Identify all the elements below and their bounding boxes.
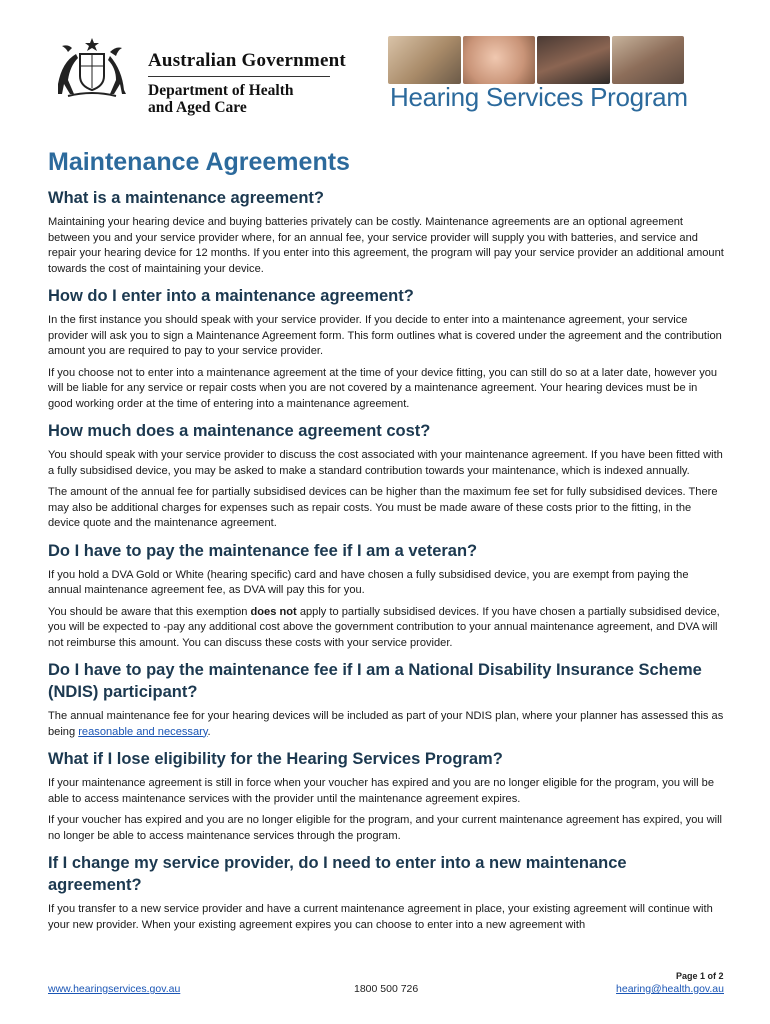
paragraph-text: apply to partially subsidised devices. If you have chosen a partially subsidised device, you will be expected to -pay any additional cost above the government contribution to your annual maintenance agreement, and DVA will not reimburse this amount. You can discuss these costs with your service provider. xyxy=(48,605,720,649)
section-paragraph: Maintaining your hearing device and buying batteries privately can be costly. Maintenance agreements are an optional agreement between you and your service provider where, for an annual fee, your service provider will supply you with batteries, and service and repair your hearing device for 12 months. If you enter into this agreement, the program will pay your service provider an additional amount towards the cost of maintaining your device. xyxy=(48,216,724,275)
page-title: Maintenance Agreements xyxy=(48,148,350,176)
section-paragraph: If your maintenance agreement is still in force when your voucher has expired and you are no longer eligible for the program, you will be able to access maintenance services with the provider until the maintenance agreement expires. xyxy=(48,777,714,805)
section-paragraph: The amount of the annual fee for partially subsidised devices can be higher than the maximum fee set for fully subsidised devices. There may also be additional charges for expenses such as repair costs. You must be made aware of these costs prior to the fitting, in the device quote and the maintenance agreement. xyxy=(48,486,718,529)
reasonable-and-necessary-link[interactable]: reasonable and necessary xyxy=(78,725,208,738)
section-paragraph: If you choose not to enter into a maintenance agreement at the time of your device fitting, you can still do so at a later date, however you will be liable for any service or repair costs when you are not covered by a maintenance agreement. Your hearing devices must be in good working order at the time of entering into a maintenance agreement. xyxy=(48,366,718,410)
page-label: Page xyxy=(676,971,701,981)
page-current: 1 xyxy=(700,971,706,981)
section-heading-what-is: What is a maintenance agreement? xyxy=(48,189,324,207)
paragraph-text: You should be aware that this exemption xyxy=(48,605,251,618)
page-footer xyxy=(48,983,724,997)
photo-ear xyxy=(463,36,536,84)
photo-people xyxy=(537,36,610,84)
email-link[interactable]: hearing@health.gov.au xyxy=(616,983,724,995)
government-name: Australian Government xyxy=(148,50,346,71)
photo-family xyxy=(388,36,461,84)
department-name-line2: and Aged Care xyxy=(148,99,247,116)
section-heading-cost: How much does a maintenance agreement cost? xyxy=(48,422,431,440)
website-link[interactable]: www.hearingservices.gov.au xyxy=(48,983,181,995)
government-wordmark xyxy=(148,50,346,116)
page-header xyxy=(0,0,770,130)
section-heading-veteran: Do I have to pay the maintenance fee if I am a veteran? xyxy=(48,541,478,560)
section-heading-eligibility: What if I lose eligibility for the Hearing Services Program? xyxy=(48,750,503,768)
paragraph-text: . xyxy=(207,725,211,738)
paragraph-text: The annual maintenance fee for your hearing devices will be included as part of your NDIS plan, where your planner has assessed this as being xyxy=(48,710,724,738)
program-logo-text: Hearing Services Program xyxy=(390,82,688,112)
section-paragraph: You should speak with your service provider to discuss the cost associated with your maintenance agreement. If you have been fitted with a fully subsidised device, you may be asked to make a standard contribution towards your maintenance, which is indexed annually. xyxy=(48,449,723,477)
section-paragraph xyxy=(48,709,724,740)
section-paragraph: If you transfer to a new service provider and have a current maintenance agreement in place, your existing agreement will continue with your new provider. When your existing agreement expires you can choose to enter into a new agreement with xyxy=(48,903,713,931)
section-paragraph xyxy=(48,605,724,652)
wordmark-divider xyxy=(148,76,330,77)
section-heading-ndis: Do I have to pay the maintenance fee if I am a National Disability Insurance Scheme (NDIS) participant? xyxy=(48,661,702,701)
page-number xyxy=(676,971,724,981)
phone-number: 1800 500 726 xyxy=(354,983,419,995)
emphasis-text: does not xyxy=(250,605,297,618)
document-body xyxy=(48,148,724,939)
section-heading-how-enter: How do I enter into a maintenance agreement? xyxy=(48,287,414,305)
coat-of-arms-icon xyxy=(44,34,140,104)
program-photo-strip xyxy=(388,36,684,84)
page-total: 2 xyxy=(718,971,724,981)
department-name-line1: Department of Health xyxy=(148,82,294,99)
page-of: of xyxy=(705,971,719,981)
section-paragraph: In the first instance you should speak with your service provider. If you decide to enter into a maintenance agreement, your service provider will ask you to sign a Maintenance Agreement form. This form outlines what is covered under the agreement and the contribution amount you are required to pay to your service provider. xyxy=(48,314,722,357)
photo-elderly xyxy=(612,36,685,84)
section-paragraph: If your voucher has expired and you are no longer eligible for the program, and your current maintenance agreement has expired, you will no longer be able to access maintenance services through the program. xyxy=(48,814,723,842)
section-heading-change-provider: If I change my service provider, do I need to enter into a new maintenance agreement? xyxy=(48,854,627,894)
section-paragraph: If you hold a DVA Gold or White (hearing specific) card and have chosen a fully subsidised device, you are exempt from paying the annual maintenance agreement fee, as DVA will pay this for you. xyxy=(48,568,689,596)
